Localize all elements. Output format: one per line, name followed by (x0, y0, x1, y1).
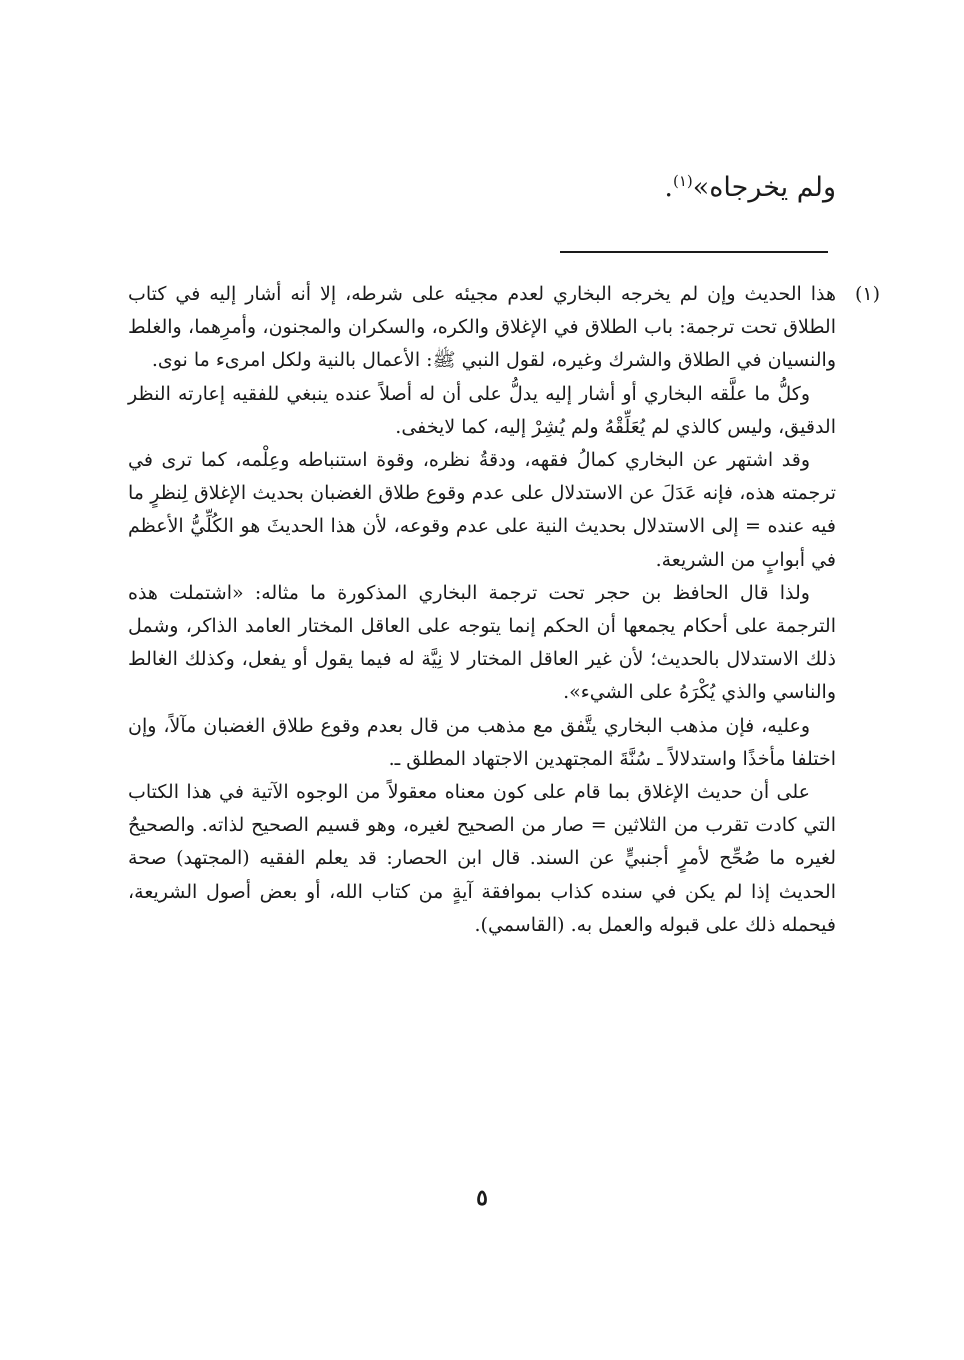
footnote-paragraph-4: ولذا قال الحافظ بن حجر تحت ترجمة البخاري المذكورة ما مثاله: «اشتملت هذه الترجمة على أحكام يجمعها أن الحكم إنما يتوجه على العاقل المختار العامد الذاكر، وشمل ذلك الاستدلال بالحديث؛ لأن غير العاقل المختار لا نِيَّة له فيما يقول أو يفعل، وكذلك الغالط والناسي والذي يُكْرَهُ على الشيء». (128, 581, 836, 704)
footnote-paragraph-6: على أن حديث الإغلاق بما قام على كون معناه معقولاً من الوجوه الآتية في هذا الكتاب التي كادت تقرب من الثلاثين = صار من الصحيح لغيره، وهو قسيم الصحيح لذاته. والصحيحُ لغيره ما صُحِّح لأمرٍ أجنبيٍّ عن السند. قال ابن الحصار: قد يعلم الفقيه (المجتهد) صحة الحديث إذا لم يكن في سنده كذاب بموافقة آيةٍ من كتاب الله، أو بعض أصول الشريعة، فيحمله ذلك على قبوله والعمل به. (القاسمي). (128, 781, 836, 936)
footnote-separator (560, 251, 828, 253)
main-text-end: . (664, 172, 673, 203)
page-number: ٥ (476, 1185, 488, 1211)
footnote-marker: (١) (854, 283, 880, 305)
footnote-paragraph-5: وعليه، فإن مذهب البخاري يتَّفق مع مذهب من قال بعدم وقوع طلاق الغضبان مآلاً، وإن اختلفا مأخذًا واستدلالاً ـ سُنَّةَ المجتهدين الاجتهاد المطلق ـ. (128, 714, 836, 770)
footnote-reference[interactable]: (١) (672, 172, 693, 190)
footnote-section (128, 278, 880, 942)
footnote-paragraph-3: وقد اشتهر عن البخاري كمالُ فقهه، ودقةُ نظره، وقوة استنباطه وعِلْمه، كما ترى في ترجمته هذه، فإنه عَدَلَ عن الاستدلال على عدم وقوع طلاق الغضبان بحديث الإغلاق لِنظرٍ ما فيه عنده = إلى الاستدلال بحديث النية على عدم وقوعه، لأن هذا الحديثَ هو الكُلِّيُّ الأعظم في أبوابٍ من الشريعة. (128, 449, 836, 571)
main-text: ولم يخرجاه» (692, 172, 836, 203)
footnote-paragraph-1: هذا الحديث وإن لم يخرجه البخاري لعدم مجيئه على شرطه، إلا أنه أشار إليه في كتاب الطلاق تحت ترجمة: باب الطلاق في الإغلاق والكره، والسكران والمجنون، وأمرِهما، والغلط والنسيان في الطلاق والشرك وغيره، لقول النبي ﷺ: الأعمال بالنية ولكل امرىء ما نوى. (128, 283, 836, 372)
footnote-paragraph-2: وكلُّ ما علَّقه البخاري أو أشار إليه يدلُّ على أن له أصلاً عنده ينبغي للفقيه إعارته النظر الدقيق، وليس كالذي لم يُعَلِّقْهُ ولم يُشِرْ إليه، كما لايخفى. (128, 382, 836, 438)
main-text-line (136, 168, 836, 208)
